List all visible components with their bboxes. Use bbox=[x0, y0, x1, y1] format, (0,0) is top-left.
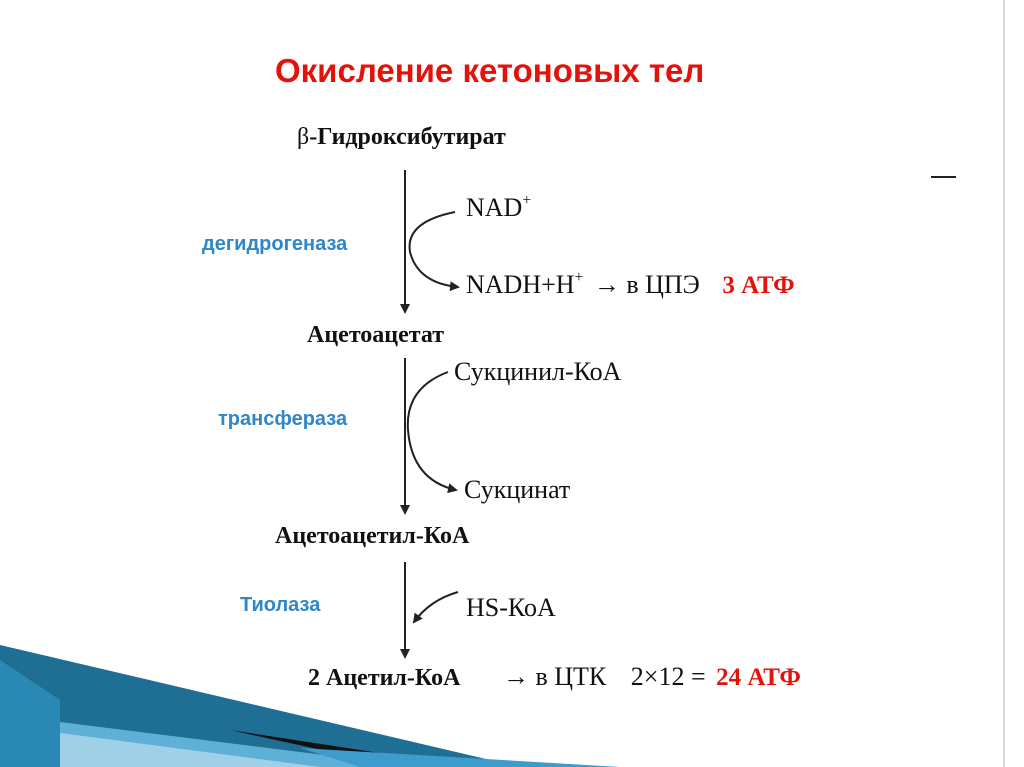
compound-hydroxybutyrate bbox=[297, 124, 506, 151]
compound-acetyl-coa: 2 Ацетил-КоА bbox=[308, 665, 461, 691]
cpe-text: → в ЦПЭ bbox=[593, 270, 700, 299]
reagent-nadh-sup: + bbox=[574, 269, 584, 287]
reagent-succinate: Сукцинат bbox=[464, 475, 571, 504]
reagent-hs-coa: HS-КоА bbox=[466, 593, 556, 622]
tca-atp: 24 АТФ bbox=[716, 664, 801, 691]
enzyme-dehydrogenase: дегидрогеназа bbox=[202, 233, 348, 255]
side-arrow-hscoa bbox=[414, 592, 458, 622]
compound-hydroxybutyrate-name: -Гидроксибутират bbox=[309, 124, 506, 150]
reagent-nadh-base: NADH+H bbox=[466, 270, 575, 299]
tca-line bbox=[503, 662, 801, 692]
reagent-nad bbox=[466, 193, 531, 223]
compound-acetoacetate: Ацетоацетат bbox=[307, 322, 445, 348]
compound-acetoacetyl-coa: Ацетоацетил-КоА bbox=[275, 523, 470, 549]
stray-dash bbox=[931, 176, 956, 178]
cpe-atp: 3 АТФ bbox=[722, 272, 795, 299]
reagent-nad-sup: + bbox=[522, 192, 532, 210]
slide-title: Окисление кетоновых тел bbox=[275, 52, 705, 89]
tca-calc: 2×12 = bbox=[630, 662, 706, 691]
beta-symbol: β bbox=[297, 124, 310, 150]
enzyme-thiolase: Тиолаза bbox=[240, 594, 321, 616]
enzyme-transferase: трансфераза bbox=[218, 408, 348, 430]
reagent-succinyl-coa: Сукцинил-КоА bbox=[454, 357, 622, 386]
side-arrow-nad bbox=[410, 212, 458, 287]
side-arrow-succinyl bbox=[408, 372, 456, 490]
reagent-nadh bbox=[466, 270, 795, 300]
reagent-nad-base: NAD bbox=[466, 193, 523, 222]
tca-text: → в ЦТК bbox=[503, 662, 607, 691]
